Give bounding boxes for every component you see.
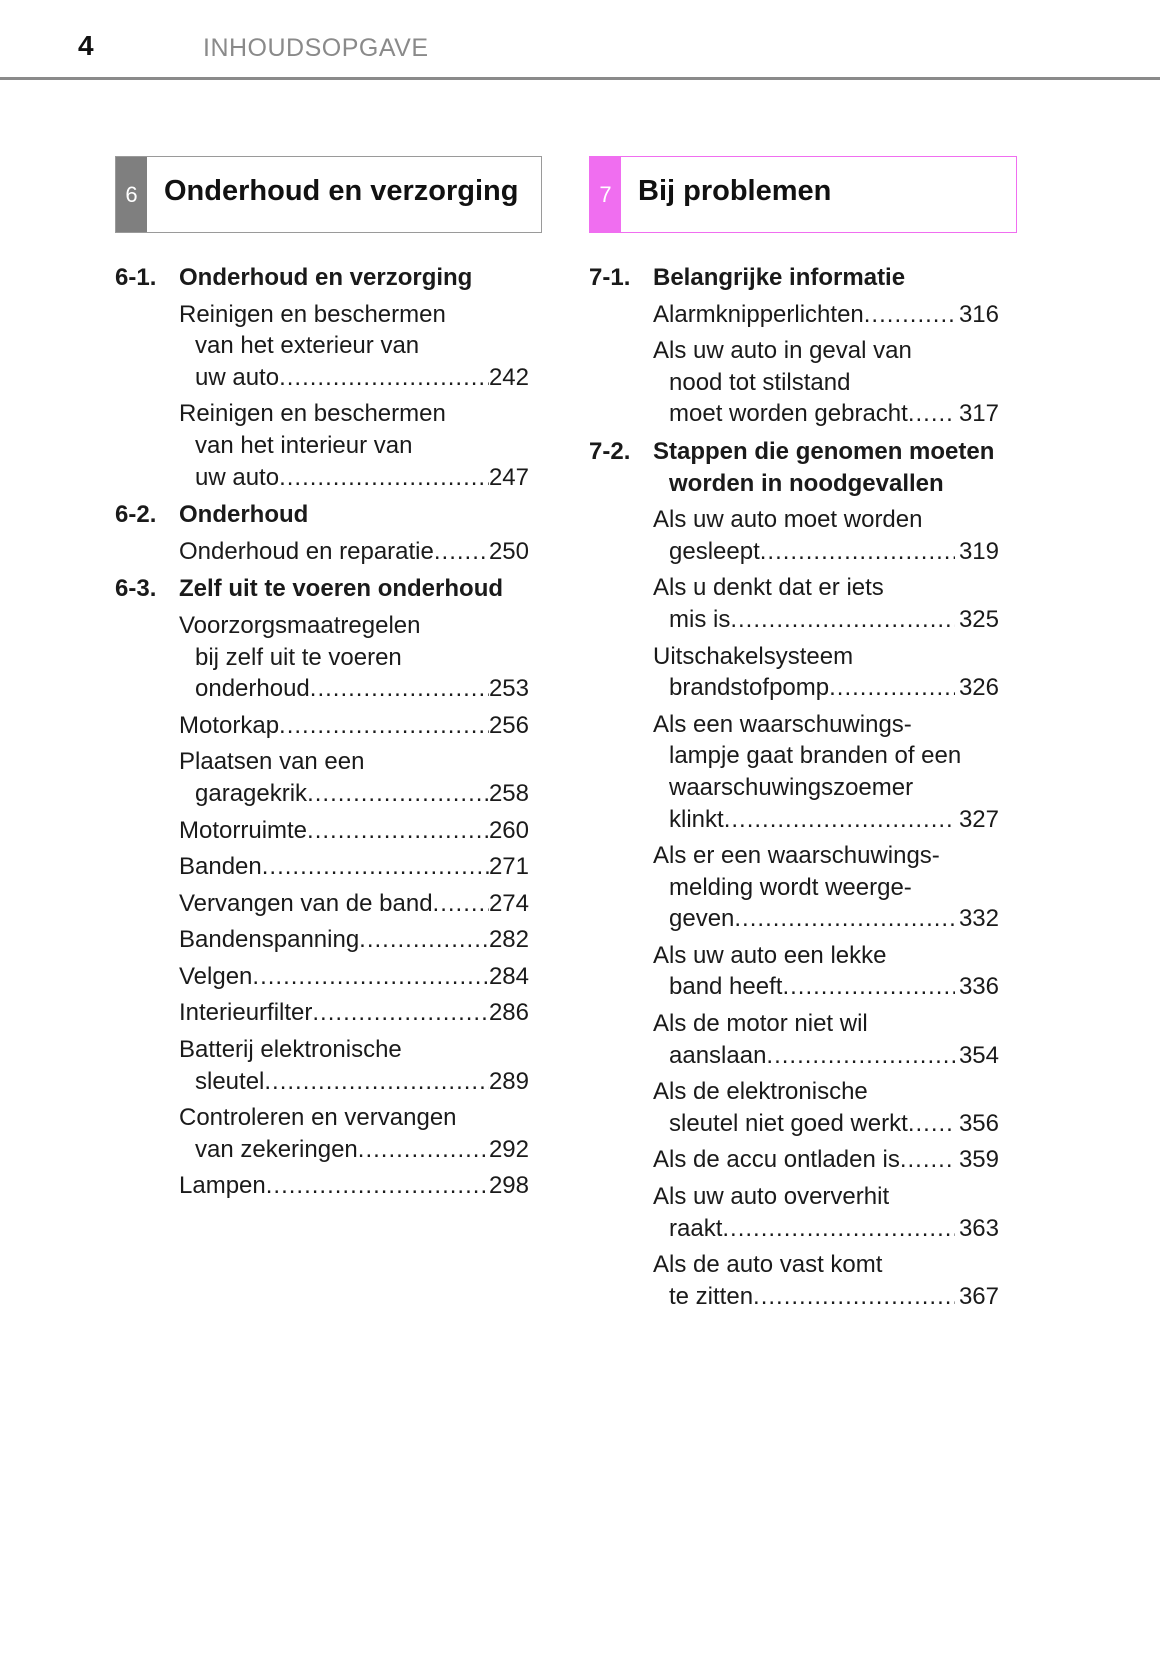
page-reference[interactable]: 326 (958, 674, 999, 702)
section-title (179, 262, 529, 294)
page-number: 4 (78, 30, 94, 61)
toc-entry-text: Motorruimte (179, 816, 308, 844)
toc-entry[interactable] (179, 924, 529, 956)
page-reference[interactable]: 319 (958, 537, 999, 565)
toc-entry-text: Bandenspanning (179, 926, 360, 954)
toc-entry-line: Als uw auto moet worden (653, 506, 923, 534)
page-reference[interactable]: 292 (488, 1135, 529, 1163)
dot-leader (434, 536, 489, 568)
dot-leader (730, 604, 955, 636)
toc-entry-text: van zekeringen (195, 1135, 358, 1163)
toc-entry-text: sleutel (195, 1067, 265, 1095)
section-title (653, 436, 999, 499)
toc-entry-line (179, 710, 529, 742)
chapter-7-number: 7 (590, 157, 621, 232)
page-reference[interactable]: 271 (488, 853, 529, 881)
toc-entry[interactable] (653, 299, 999, 331)
section-number: 7-2. (589, 437, 631, 465)
toc-entry-line: Batterij elektronische (179, 1036, 402, 1064)
toc-entry-line (653, 398, 999, 430)
page-reference[interactable]: 363 (958, 1214, 999, 1242)
toc-entry-text: raakt (669, 1214, 723, 1242)
page-reference[interactable]: 247 (488, 463, 529, 491)
toc-entry-line: Als er een waarschuwings- (653, 842, 940, 870)
toc-entry[interactable] (179, 888, 529, 920)
dot-leader (766, 1040, 955, 1072)
toc-entry-line (653, 903, 999, 935)
toc-entry-text: Motorkap (179, 711, 280, 739)
toc-entry-line (179, 815, 529, 847)
toc-entry-line: Als uw auto een lekke (653, 941, 887, 969)
toc-entry[interactable] (653, 840, 999, 935)
toc-entry[interactable] (653, 1076, 999, 1139)
toc-entry-line (653, 1213, 999, 1245)
toc-entry[interactable] (653, 1008, 999, 1071)
page-reference[interactable]: 367 (958, 1282, 999, 1310)
header-divider (0, 77, 1160, 80)
toc-entry-line: Plaatsen van een (179, 748, 365, 776)
toc-entry-text: onderhoud (195, 675, 310, 703)
toc-entry-line (179, 924, 529, 956)
toc-entry-line: Reinigen en beschermen (179, 400, 446, 428)
toc-entry[interactable] (653, 572, 999, 635)
toc-entry-line (179, 1066, 529, 1098)
toc-entry-line: Als u denkt dat er iets (653, 574, 884, 602)
toc-entry-line (179, 1134, 529, 1166)
toc-entry-line (653, 672, 999, 704)
toc-entry-line: waarschuwingszoemer (669, 773, 914, 801)
toc-entry[interactable] (179, 398, 529, 493)
toc-entry-text: band heeft (669, 973, 783, 1001)
toc-entry-text: Als de accu ontladen is (653, 1146, 900, 1174)
toc-entry-line: nood tot stilstand (669, 368, 851, 396)
toc-entry[interactable] (179, 961, 529, 993)
toc-section-heading[interactable] (115, 262, 529, 294)
dot-leader (262, 851, 489, 883)
toc-entry-line (179, 961, 529, 993)
toc-entry-line: Reinigen en beschermen (179, 300, 446, 328)
dot-leader (900, 1144, 955, 1176)
toc-entry-text: mis is (669, 605, 731, 633)
dot-leader (279, 462, 489, 494)
dot-leader (734, 903, 955, 935)
section-title (179, 499, 529, 531)
toc-entry[interactable] (179, 997, 529, 1029)
dot-leader (753, 1281, 955, 1313)
toc-section-heading[interactable] (589, 262, 999, 294)
toc-entry-line: Als uw auto oververhit (653, 1183, 890, 1211)
toc-entry-line: van het exterieur van (195, 332, 420, 360)
section-title-line: Onderhoud (179, 501, 309, 529)
toc-entry-text: aanslaan (669, 1041, 767, 1069)
toc-entry-line: melding wordt weerge- (669, 873, 912, 901)
dot-leader (279, 710, 489, 742)
toc-entry-text: uw auto (195, 463, 280, 491)
section-title-line: worden in noodgevallen (669, 469, 944, 497)
toc-entry[interactable] (653, 641, 999, 704)
toc-section-heading[interactable] (115, 573, 529, 605)
toc-entry-line (653, 299, 999, 331)
toc-section-heading[interactable] (589, 436, 999, 499)
toc-entry-line (653, 971, 999, 1003)
toc-entry-line (653, 1108, 999, 1140)
dot-leader (722, 1213, 955, 1245)
dot-leader (782, 971, 955, 1003)
page-reference[interactable]: 359 (958, 1146, 999, 1174)
page-reference[interactable]: 289 (488, 1067, 529, 1095)
toc-entry-line (179, 997, 529, 1029)
toc-column-chapter-7 (589, 262, 999, 1312)
toc-entry-text: Alarmknipperlichten (653, 300, 864, 328)
section-title-line: Onderhoud en verzorging (179, 264, 473, 291)
toc-entry-text: te zitten (669, 1282, 754, 1310)
page-reference[interactable]: 286 (488, 999, 529, 1027)
toc-entry[interactable] (179, 1102, 529, 1165)
toc-entry-text: Vervangen van de band (179, 889, 433, 917)
toc-entry[interactable] (653, 1144, 999, 1176)
section-title-line: Zelf uit te voeren onderhoud (179, 575, 504, 603)
section-title (653, 262, 999, 294)
toc-entry-text: Velgen (179, 962, 253, 990)
dot-leader (307, 778, 489, 810)
running-header-title: INHOUDSOPGAVE (203, 34, 429, 62)
dot-leader (433, 888, 489, 920)
toc-entry-line: Als de auto vast komt (653, 1251, 883, 1279)
toc-entry-line: Als de motor niet wil (653, 1010, 868, 1038)
dot-leader (312, 997, 489, 1029)
dot-leader (252, 961, 489, 993)
page-reference[interactable]: 284 (488, 962, 529, 990)
section-number: 6-3. (115, 575, 157, 603)
chapter-6-title: Onderhoud en verzorging (164, 175, 519, 207)
toc-entry[interactable] (179, 536, 529, 568)
dot-leader (908, 1108, 955, 1140)
toc-entry-line (179, 362, 529, 394)
chapter-6-number: 6 (116, 157, 147, 232)
toc-entry-line (179, 1170, 529, 1202)
page-reference[interactable]: 298 (488, 1172, 529, 1200)
section-number: 6-2. (115, 501, 157, 529)
page-reference[interactable]: 274 (488, 889, 529, 917)
dot-leader (864, 299, 955, 331)
toc-entry-line: Als een waarschuwings- (653, 710, 912, 738)
page-reference[interactable]: 336 (958, 973, 999, 1001)
page-reference[interactable]: 242 (488, 363, 529, 391)
toc-entry-text: sleutel niet goed werkt (669, 1109, 908, 1137)
chapter-7-title: Bij problemen (638, 175, 832, 207)
toc-entry-line: Als uw auto in geval van (653, 337, 912, 365)
toc-entry-line (653, 1281, 999, 1313)
toc-entry-text: uw auto (195, 363, 280, 391)
toc-entry-line (179, 462, 529, 494)
toc-entry-line: Voorzorgsmaatregelen (179, 611, 421, 639)
toc-entry-text: brandstofpomp (669, 674, 830, 702)
toc-entry[interactable] (179, 1170, 529, 1202)
toc-entry[interactable] (653, 504, 999, 567)
dot-leader (266, 1170, 489, 1202)
page-reference[interactable]: 356 (958, 1109, 999, 1137)
dot-leader (307, 815, 489, 847)
toc-entry[interactable] (653, 940, 999, 1003)
toc-entry-text: moet worden gebracht (669, 400, 908, 428)
toc-entry-line (653, 804, 999, 836)
dot-leader (358, 1134, 489, 1166)
toc-entry-text: Onderhoud en reparatie (179, 537, 434, 565)
toc-entry[interactable] (179, 299, 529, 394)
page-reference[interactable]: 316 (958, 300, 999, 328)
dot-leader (310, 673, 489, 705)
toc-entry-line (179, 536, 529, 568)
section-number: 6-1. (115, 264, 157, 291)
dot-leader (264, 1066, 489, 1098)
dot-leader (724, 804, 955, 836)
toc-entry-line (179, 851, 529, 883)
toc-entry-line (653, 1144, 999, 1176)
toc-entry-line (179, 888, 529, 920)
toc-entry-line (179, 778, 529, 810)
toc-entry-text: Banden (179, 853, 262, 881)
toc-entry-line: lampje gaat branden of een (669, 742, 962, 770)
dot-leader (359, 924, 489, 956)
page-reference[interactable]: 250 (488, 537, 529, 565)
section-number: 7-1. (589, 264, 631, 291)
toc-entry[interactable] (653, 335, 999, 430)
section-title (179, 573, 529, 605)
page-reference[interactable]: 317 (958, 400, 999, 428)
toc-entry-line: Uitschakelsysteem (653, 642, 854, 670)
toc-entry[interactable] (179, 1034, 529, 1097)
dot-leader (760, 536, 955, 568)
toc-entry-line: Controleren en vervangen (179, 1104, 457, 1132)
toc-entry[interactable] (653, 1249, 999, 1312)
toc-entry[interactable] (179, 851, 529, 883)
chapter-6-heading[interactable] (115, 156, 542, 233)
page-reference[interactable]: 260 (488, 816, 529, 844)
page-reference[interactable]: 258 (488, 779, 529, 807)
toc-entry-line (179, 673, 529, 705)
chapter-7-heading[interactable] (589, 156, 1017, 233)
toc-entry-line: Als de elektronische (653, 1078, 868, 1106)
toc-entry[interactable] (179, 815, 529, 847)
toc-section-heading[interactable] (115, 499, 529, 531)
dot-leader (829, 672, 955, 704)
toc-entry-text: garagekrik (195, 779, 308, 807)
toc-entry-text: Interieurfilter (179, 999, 313, 1027)
toc-entry-text: Lampen (179, 1172, 266, 1200)
page-reference[interactable]: 327 (958, 805, 999, 833)
toc-column-chapter-6 (115, 262, 529, 1202)
section-title-line: Belangrijke informatie (653, 264, 906, 291)
toc-entry-text: geven (669, 905, 735, 933)
toc-entry-text: klinkt (669, 805, 724, 833)
toc-entry[interactable] (179, 610, 529, 705)
dot-leader (279, 362, 489, 394)
page-reference[interactable]: 282 (488, 926, 529, 954)
page-reference[interactable]: 253 (488, 675, 529, 703)
toc-entry-line (653, 536, 999, 568)
toc-entry-line (653, 604, 999, 636)
toc-entry[interactable] (179, 710, 529, 742)
toc-entry[interactable] (179, 746, 529, 809)
toc-entry[interactable] (653, 709, 999, 835)
toc-entry-line: bij zelf uit te voeren (195, 643, 402, 671)
toc-entry-text: gesleept (669, 537, 760, 565)
toc-entry[interactable] (653, 1181, 999, 1244)
page-reference[interactable]: 332 (958, 905, 999, 933)
page-reference[interactable]: 325 (958, 605, 999, 633)
toc-entry-line: van het interieur van (195, 431, 413, 459)
dot-leader (908, 398, 955, 430)
page-reference[interactable]: 256 (488, 711, 529, 739)
section-title-line: Stappen die genomen moeten (653, 437, 995, 465)
page-reference[interactable]: 354 (958, 1041, 999, 1069)
toc-entry-line (653, 1040, 999, 1072)
